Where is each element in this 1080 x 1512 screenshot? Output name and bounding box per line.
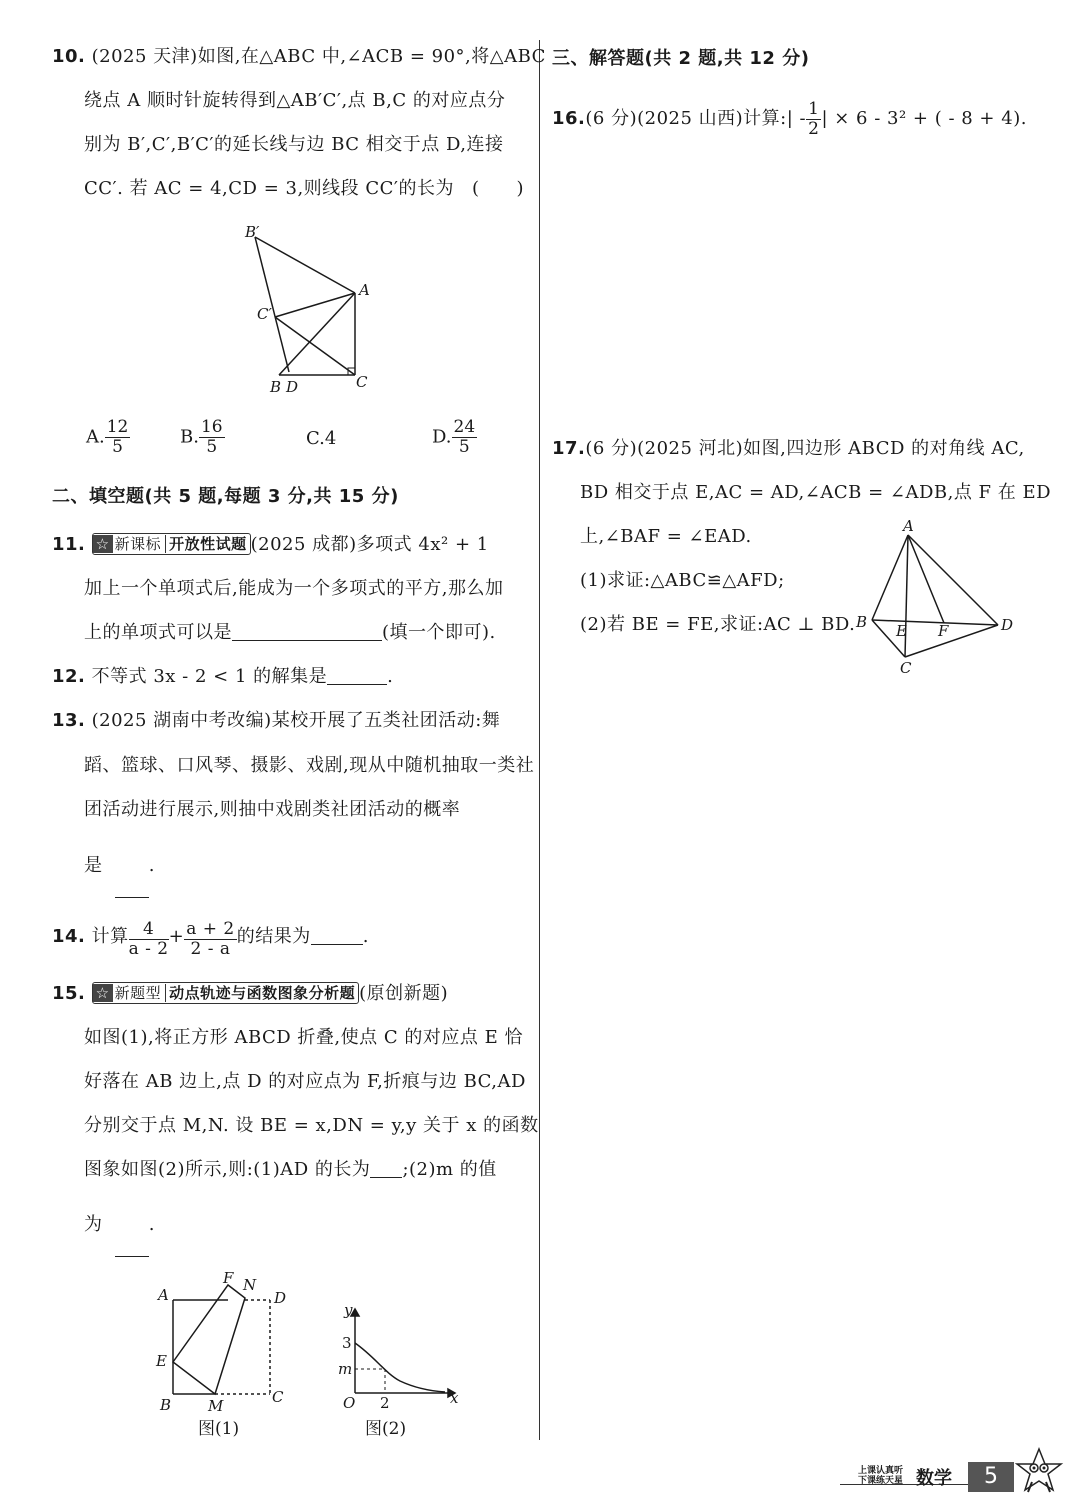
fig2-label-2: 2 <box>380 1394 390 1412</box>
option-letter: C. <box>306 428 325 449</box>
q11-line-1-rest: (2025 成都)多项式 4x² + 1 <box>250 534 489 555</box>
q11-line-2: 加上一个单项式后,能成为一个多项式的平方,那么加 <box>84 578 504 599</box>
q12-text: 不等式 3x - 2 < 1 的解集是 <box>91 666 328 687</box>
fig1-label-A: A <box>158 1286 169 1304</box>
q17-label-F: F <box>938 622 949 640</box>
q17-line-4: (1)求证:△ABC≌△AFD; <box>580 570 785 591</box>
q17-seg-CD <box>905 625 998 657</box>
q14-fraction-1-num: 4 <box>129 920 169 940</box>
fig1-label-B: B <box>160 1396 172 1414</box>
q15-line-4b: ;(2)m 的值 <box>402 1159 497 1180</box>
q10-seg-B1A <box>255 237 355 293</box>
option-value: 4 <box>324 428 337 449</box>
fig1-label-E: E <box>156 1352 167 1370</box>
q11-tag-type: 开放性试题 <box>169 535 247 553</box>
q14-pre: 计算 <box>91 926 129 947</box>
q10-option-d[interactable] <box>432 418 477 457</box>
q14-fraction-2-num: a + 2 <box>186 919 235 939</box>
q15-line-4a: 图象如图(2)所示,则:(1)AD 的长为 <box>84 1159 371 1180</box>
q11-tag <box>92 533 251 555</box>
q15-tag-type: 动点轨迹与函数图象分析题 <box>169 984 356 1002</box>
option-numerator: 24 <box>453 417 476 437</box>
q11-answer-blank[interactable] <box>232 622 382 641</box>
q17-label-C: C <box>900 659 912 677</box>
q14-fraction-2-den: 2 - a <box>190 939 231 959</box>
fig2-caption: 图(2) <box>365 1419 407 1439</box>
q16-post: | × 6 - 3² + ( - 8 + 4). <box>821 108 1027 129</box>
q14-answer-blank[interactable] <box>311 926 363 945</box>
q13-line-4: 是 <box>84 855 103 876</box>
q17-label-E: E <box>896 622 907 640</box>
q17-label-D: D <box>1001 616 1014 634</box>
q10-label-C-prime: C′ <box>257 305 272 323</box>
q15-tag <box>92 982 359 1004</box>
q12-end: . <box>387 666 394 687</box>
q14-end: . <box>362 926 369 947</box>
q10-seg-AB <box>279 293 355 375</box>
footer-slogan <box>858 1460 918 1500</box>
star-icon: ☆ <box>93 535 113 553</box>
q10-label-D: D <box>286 378 299 396</box>
q13-line-3: 团活动进行展示,则抽中戏剧类社团活动的概率 <box>84 799 461 820</box>
fig1-label-D: D <box>274 1289 287 1307</box>
q17-label-A: A <box>903 517 914 535</box>
q17-figure <box>850 515 1020 680</box>
q10-line-2: 绕点 A 顺时针旋转得到△AB′C′,点 B,C 的对应点分 <box>84 90 506 111</box>
q12-number: 12. <box>52 666 86 687</box>
q15-end: . <box>148 1214 155 1235</box>
question-16 <box>552 100 1027 140</box>
q17-seg-AB <box>872 535 908 620</box>
footer-subject: 数学 <box>916 1468 952 1489</box>
q17-number: 17. <box>552 438 586 459</box>
fig1-label-M: M <box>208 1397 224 1415</box>
q10-label-B-prime: B′ <box>245 223 260 241</box>
q12-answer-blank[interactable] <box>327 666 387 685</box>
column-divider <box>539 40 540 1440</box>
q15-line-1: 如图(1),将正方形 ABCD 折叠,使点 C 的对应点 E 恰 <box>84 1027 523 1048</box>
q11-number: 11. <box>52 534 86 555</box>
q13-line-2: 蹈、篮球、口风琴、摄影、戏剧,现从中随机抽取一类社 <box>84 755 535 776</box>
q10-line-1: (2025 天津)如图,在△ABC 中,∠ACB = 90°,将△ABC <box>91 46 546 67</box>
q13-end: . <box>148 855 155 876</box>
q13-answer-blank[interactable] <box>115 879 149 898</box>
q11-line-3b: (填一个即可). <box>382 622 496 643</box>
q10-figure <box>235 215 385 400</box>
fig2-label-3: 3 <box>342 1334 352 1352</box>
q15-answer-blank-1[interactable] <box>370 1159 402 1178</box>
q10-option-b[interactable] <box>180 418 225 457</box>
option-numerator: 16 <box>200 417 223 437</box>
q14-number: 14. <box>52 926 86 947</box>
q17-line-1: (6 分)(2025 河北)如图,四边形 ABCD 的对角线 AC, <box>585 438 1025 459</box>
option-denominator: 5 <box>458 437 470 457</box>
fig1-label-N: N <box>243 1276 257 1294</box>
q10-label-A: A <box>359 281 370 299</box>
q14-post: 的结果为 <box>236 926 311 947</box>
q17-seg-AF <box>908 535 944 623</box>
fig1-caption: 图(1) <box>198 1419 240 1439</box>
q10-number: 10. <box>52 46 86 67</box>
q10-label-B: B <box>270 378 282 396</box>
q11-tag-category: 新课标 <box>113 535 167 553</box>
q10-line-4: CC′. 若 AC = 4,CD = 3,则线段 CC′的长为 <box>84 178 455 199</box>
q14-fraction-1-den: a - 2 <box>128 939 169 959</box>
q16-pre: (6 分)(2025 山西)计算:| - <box>585 108 807 129</box>
question-12 <box>52 666 393 688</box>
q15-line-5: 为 <box>84 1214 103 1235</box>
fig2-label-m: m <box>338 1360 353 1378</box>
option-letter: B. <box>180 426 199 448</box>
q15-line-2: 好落在 AB 边上,点 D 的对应点为 F,折痕与边 BC,AD <box>84 1071 526 1092</box>
q10-option-c[interactable] <box>306 428 336 449</box>
mascot-star-icon <box>1014 1446 1064 1496</box>
q17-seg-AD <box>908 535 998 625</box>
q10-line-3: 别为 B′,C′,B′C′的延长线与边 BC 相交于点 D,连接 <box>84 134 504 155</box>
q15-answer-blank-2[interactable] <box>115 1238 149 1257</box>
q17-label-B: B <box>856 613 868 631</box>
q17-seg-BD <box>872 620 998 625</box>
q15-figure-2 <box>330 1295 470 1445</box>
q15-tag-category: 新题型 <box>113 984 167 1002</box>
q16-fraction-num: 1 <box>808 99 820 119</box>
q14-plus: + <box>168 926 185 947</box>
q15-figure-1 <box>150 1270 300 1445</box>
footer-slogan-bottom: 下课练天星 <box>858 1476 904 1486</box>
fig1-label-C: C <box>272 1388 284 1406</box>
fig2-label-O: O <box>343 1394 356 1412</box>
q16-number: 16. <box>552 108 586 129</box>
star-icon: ☆ <box>93 984 113 1002</box>
option-letter: A. <box>86 426 105 448</box>
q17-line-2: BD 相交于点 E,AC = AD,∠ACB = ∠ADB,点 F 在 ED <box>580 482 1052 503</box>
question-14 <box>52 920 369 964</box>
fig2-label-y: y <box>344 1301 353 1319</box>
fig2-label-x: x <box>450 1389 459 1407</box>
q11-line-3a: 上的单项式可以是 <box>84 622 232 643</box>
fig1-label-F: F <box>223 1270 234 1287</box>
q16-fraction-den: 2 <box>808 119 820 139</box>
section-3-heading: 三、解答题(共 2 题,共 12 分) <box>552 48 810 69</box>
q10-answer-bracket: ( ) <box>472 178 525 199</box>
page-number: 5 <box>968 1462 1014 1492</box>
fig2-curve <box>355 1343 445 1392</box>
q13-line-1: (2025 湖南中考改编)某校开展了五类社团活动:舞 <box>91 710 501 731</box>
section-2-heading: 二、填空题(共 5 题,每题 3 分,共 15 分) <box>52 486 399 507</box>
footer-slogan-top: 上课认真听 <box>858 1466 904 1476</box>
option-denominator: 5 <box>206 437 218 457</box>
option-denominator: 5 <box>112 437 123 457</box>
q13-number: 13. <box>52 710 86 731</box>
fig1-folded-quad <box>173 1285 245 1394</box>
option-letter: D. <box>432 426 452 448</box>
q15-line-3: 分别交于点 M,N. 设 BE = x,DN = y,y 关于 x 的函数 <box>84 1115 539 1136</box>
q15-number: 15. <box>52 983 86 1004</box>
q17-line-3: 上,∠BAF = ∠EAD. <box>580 526 752 547</box>
option-numerator: 12 <box>106 417 129 437</box>
q10-option-a[interactable] <box>86 418 130 457</box>
q10-label-C: C <box>356 373 368 391</box>
q15-source: (原创新题) <box>359 983 449 1004</box>
q17-line-5: (2)若 BE = FE,求证:AC ⊥ BD. <box>580 614 856 635</box>
